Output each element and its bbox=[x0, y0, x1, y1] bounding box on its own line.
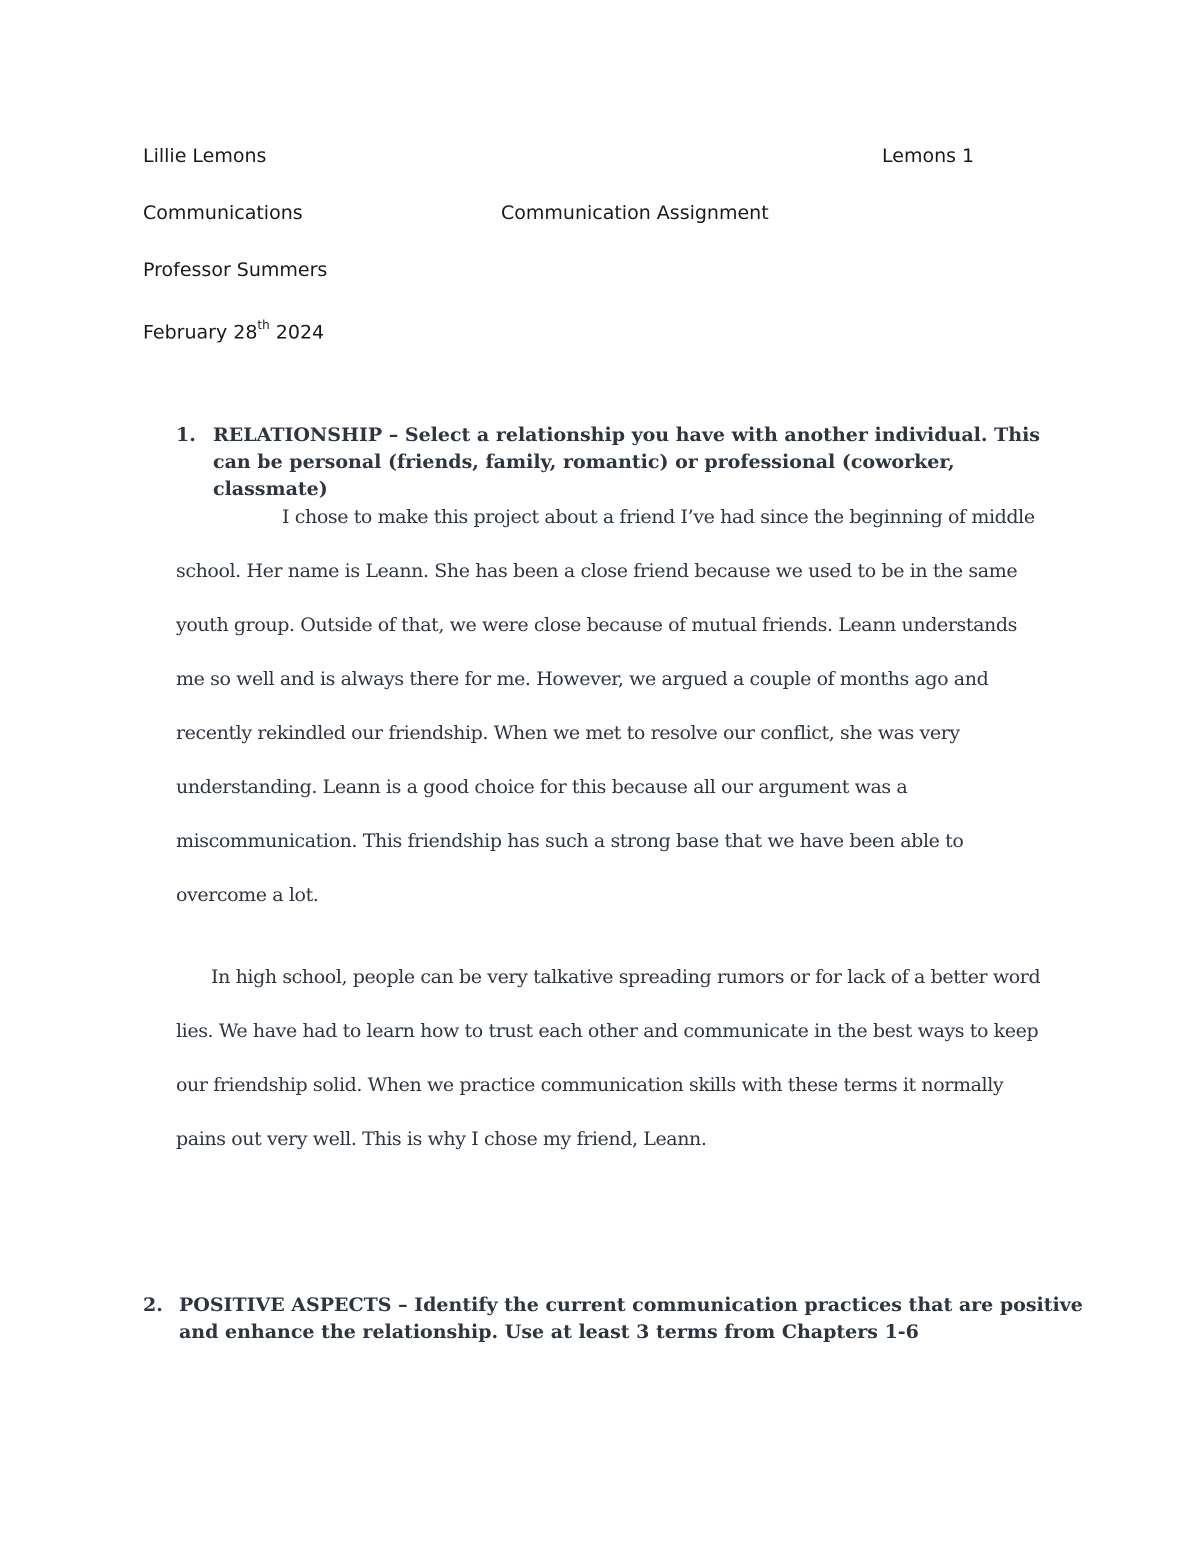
answer-line: lies. We have had to learn how to trust each other and communicate in the best ways to keep bbox=[176, 1020, 1039, 1042]
page-header: Lemons 1 bbox=[882, 145, 975, 167]
professor-name: Professor Summers bbox=[143, 259, 328, 281]
answer-line: In high school, people can be very talkative spreading rumors or for lack of a better word bbox=[211, 966, 1041, 988]
question-1-text: RELATIONSHIP – Select a relationship you have with another individual. This can be personal (friends, family, romantic) or professional (coworker, classmate) bbox=[213, 424, 1041, 500]
answer-line: school. Her name is Leann. She has been a close friend because we used to be in the same bbox=[176, 560, 1018, 582]
answer-line: overcome a lot. bbox=[176, 884, 319, 906]
student-name: Lillie Lemons bbox=[143, 145, 267, 167]
date-superscript: th bbox=[257, 318, 270, 332]
answer-line: I chose to make this project about a friend I’ve had since the beginning of middle bbox=[282, 506, 1035, 528]
date-suffix: 2024 bbox=[269, 321, 325, 344]
question-1 bbox=[176, 422, 1073, 503]
course-name: Communications bbox=[143, 202, 303, 224]
date-prefix: February 28 bbox=[143, 321, 258, 344]
answer-line: miscommunication. This friendship has such a strong base that we have been able to bbox=[176, 830, 964, 852]
answer-line: youth group. Outside of that, we were close because of mutual friends. Leann understands bbox=[176, 614, 1017, 636]
question-2-number: 2. bbox=[143, 1294, 163, 1316]
date-line bbox=[143, 315, 324, 344]
question-1-number: 1. bbox=[176, 424, 196, 446]
answer-line: recently rekindled our friendship. When we met to resolve our conflict, she was very bbox=[176, 722, 960, 744]
answer-line: pains out very well. This is why I chose my friend, Leann. bbox=[176, 1128, 707, 1150]
answer-line: understanding. Leann is a good choice for this because all our argument was a bbox=[176, 776, 908, 798]
assignment-title: Communication Assignment bbox=[501, 202, 769, 224]
answer-line: our friendship solid. When we practice communication skills with these terms it normally bbox=[176, 1074, 1004, 1096]
question-2 bbox=[143, 1292, 1104, 1346]
answer-line: me so well and is always there for me. However, we argued a couple of months ago and bbox=[176, 668, 989, 690]
question-2-text: POSITIVE ASPECTS – Identify the current communication practices that are positive and enhance the relationship. Use at least 3 terms from Chapters 1-6 bbox=[179, 1294, 1083, 1343]
